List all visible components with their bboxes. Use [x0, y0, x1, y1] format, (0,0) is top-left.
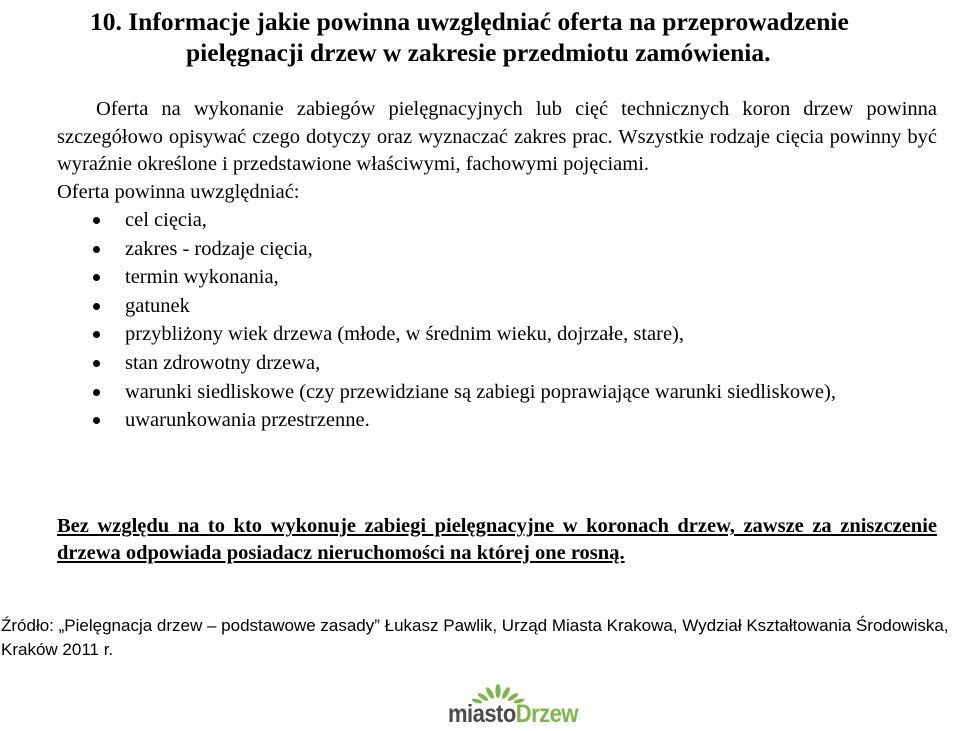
offer-paragraph-text: Oferta na wykonanie zabiegów pielęgnacyjnych lub cięć technicznych koron drzew powinna szczegółowo opisywać czego dotyczy oraz wyznaczać zakres prac. Wszystkie rodzaje cięcia powinny być wyraźnie określone i przedstawione właściwymi, fachowymi pojęciami.	[57, 98, 937, 175]
document-body	[57, 96, 937, 435]
list-item	[57, 263, 937, 292]
bullet-icon	[93, 417, 100, 424]
heading-line-2: pielęgnacji drzew w zakresie przedmiotu zamówienia.	[186, 38, 771, 67]
list-item	[57, 349, 937, 378]
bullet-icon	[93, 360, 100, 367]
logo-text-drzew: Drzew	[515, 700, 578, 728]
logo-text-miasto: miasto	[448, 700, 516, 728]
bullet-icon	[93, 303, 100, 310]
list-item	[57, 378, 937, 407]
list-item	[57, 235, 937, 264]
responsibility-notice: Bez względu na to kto wykonuje zabiegi pielęgnacyjne w koronach drzew, zawsze za zniszczenie drzewa odpowiada posiadacz nieruchomości na której one rosną.	[57, 515, 937, 564]
list-item	[57, 320, 937, 349]
list-item	[57, 406, 937, 435]
list-item	[57, 292, 937, 321]
bullet-icon	[93, 246, 100, 253]
bullet-icon	[93, 331, 100, 338]
list-item-text: przybliżony wiek drzewa (młode, w średnim wieku, dojrzałe, stare),	[125, 323, 684, 346]
source-citation: Źródło: „Pielęgnacja drzew – podstawowe zasady” Łukasz Pawlik, Urząd Miasta Krakowa, Wydział Kształtowania Środowiska, Kraków 2011 r.	[1, 616, 949, 659]
offer-intro: Oferta powinna uwzględniać:	[57, 180, 300, 203]
list-item	[57, 206, 937, 235]
list-item-text: gatunek	[125, 294, 190, 317]
bullet-icon	[93, 217, 100, 224]
list-item-text: zakres - rodzaje cięcia,	[125, 237, 313, 260]
list-item-text: uwarunkowania przestrzenne.	[125, 409, 370, 432]
list-item-text: stan zdrowotny drzewa,	[125, 351, 321, 374]
miastodrzew-logo	[448, 684, 598, 730]
offer-paragraph	[57, 96, 937, 179]
logo-wordmark	[448, 699, 578, 729]
list-item-text: warunki siedliskowe (czy przewidziane są zabiegi poprawiające warunki siedliskowe),	[125, 380, 836, 403]
bullet-icon	[93, 274, 100, 281]
heading-line-1: 10. Informacje jakie powinna uwzględniać oferta na przeprowadzenie	[90, 7, 849, 36]
section-heading	[90, 6, 910, 68]
list-item-text: termin wykonania,	[125, 266, 279, 289]
list-item-text: cel cięcia,	[125, 209, 207, 231]
offer-requirements-list	[57, 206, 937, 435]
bullet-icon	[93, 389, 100, 396]
